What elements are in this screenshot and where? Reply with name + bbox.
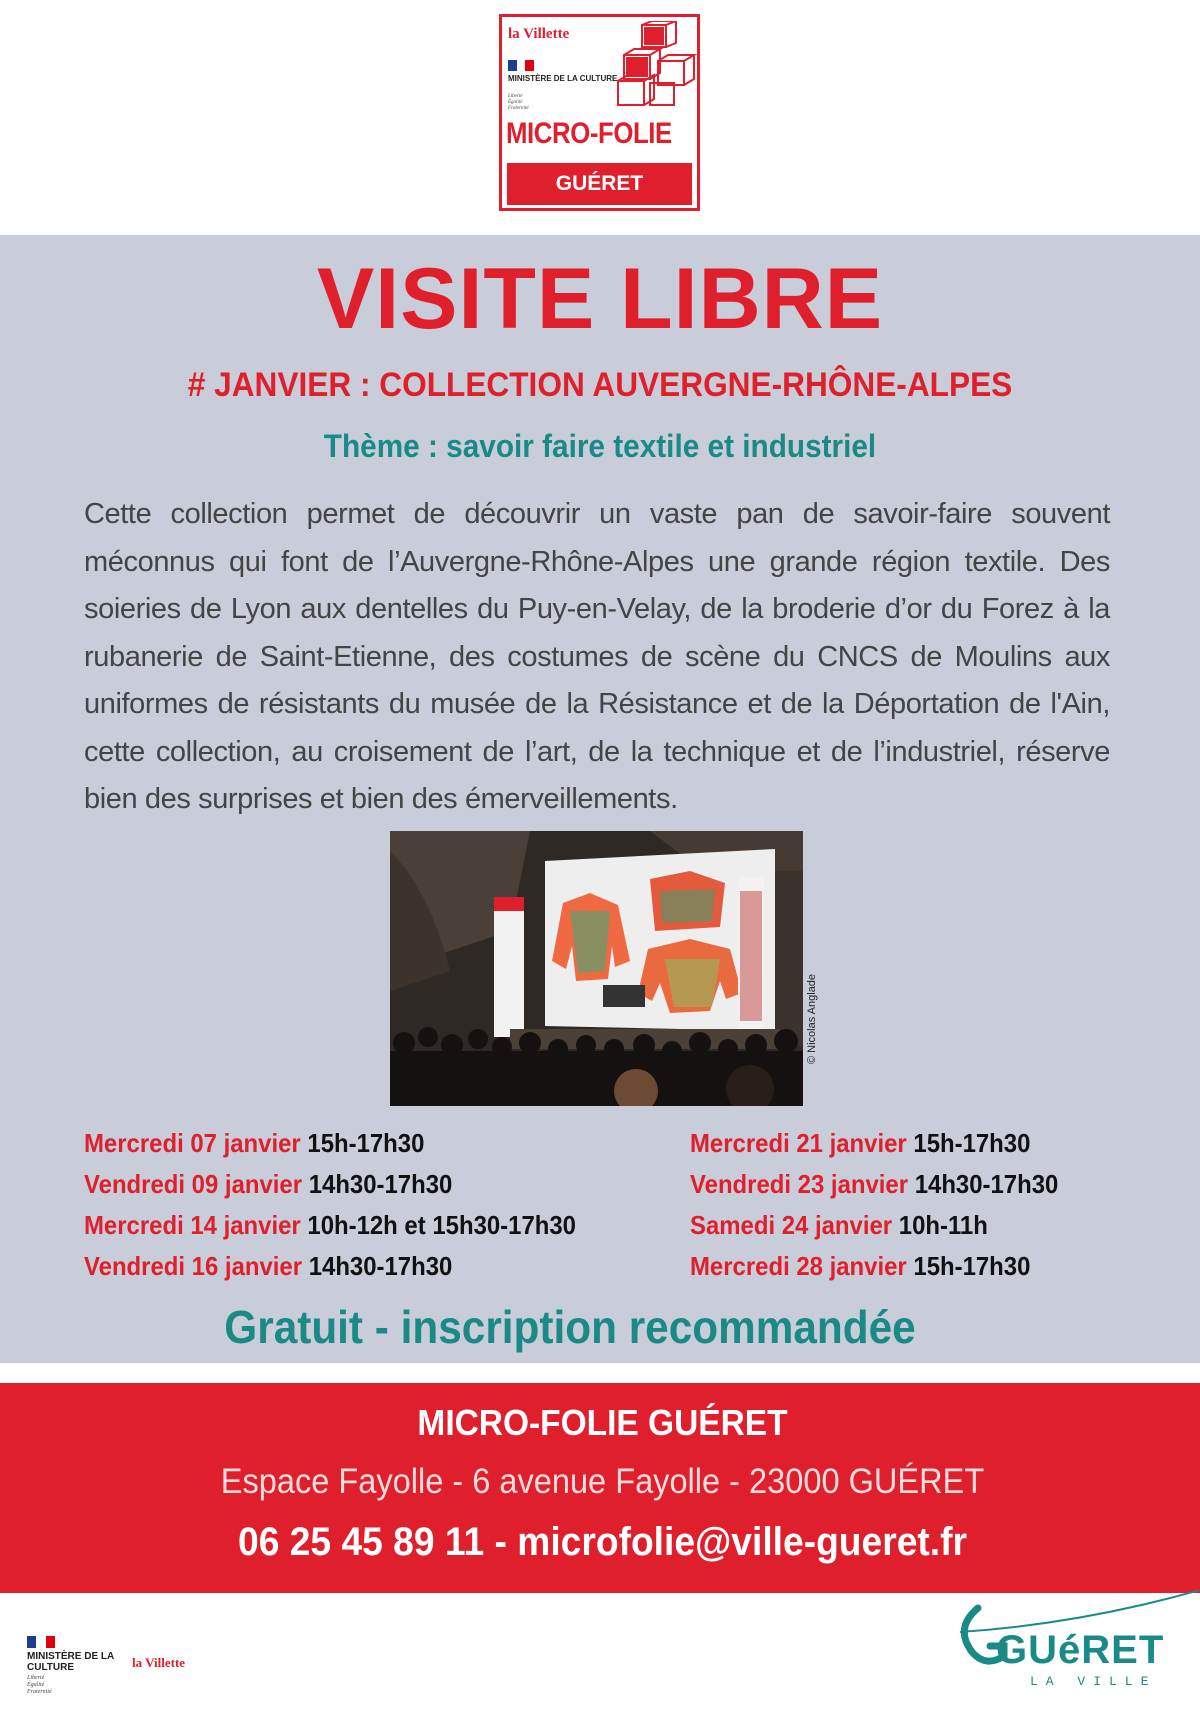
poster-title: VISITE LIBRE <box>316 251 884 347</box>
schedule-item: Vendredi 09 janvier 14h30-17h30 <box>84 1169 453 1199</box>
micro-folie-logo <box>499 14 700 211</box>
la-villette-logo: la Villette <box>132 1655 186 1670</box>
schedule-item: Mercredi 14 janvier 10h-12h et 15h30-17h30 <box>84 1210 576 1240</box>
venue-name: MICRO-FOLIE GUÉRET <box>417 1402 788 1443</box>
collection-description: Cette collection permet de découvrir un vaste pan de savoir-faire souvent méconnus qui font de l’Auvergne-Rhône-Alpes une grande région textile. Des soieries de Lyon aux dentelles du Puy-en-Velay, de la broderie d’or du Forez à la rubanerie de Saint-Etienne, des costumes de scène du CNCS de Moulins aux uniformes de résistants du musée de la Résistance et de la Déportation de l'Ain, cette collection, au croisement de l’art, de la technique et de l’industriel, réserve bien des surprises et bien des émerveillements. <box>84 498 1110 815</box>
french-flag-icon <box>508 60 534 71</box>
schedule-item: Vendredi 23 janvier 14h30-17h30 <box>690 1169 1059 1199</box>
schedule-item: Vendredi 16 janvier 14h30-17h30 <box>84 1251 453 1281</box>
schedule-item: Samedi 24 janvier 10h-11h <box>690 1210 988 1240</box>
poster-theme: Thème : savoir faire textile et industriel <box>323 428 877 464</box>
french-flag-icon <box>27 1636 55 1648</box>
republic-motto: Liberté Égalité Fraternité <box>508 94 529 111</box>
schedule-item: Mercredi 21 janvier 15h-17h30 <box>690 1128 1031 1158</box>
cubes-icon <box>614 21 698 107</box>
venue-address: Espace Fayolle - 6 avenue Fayolle - 23000 GUÉRET <box>220 1462 985 1501</box>
gueret-wordmark: GUéRET <box>996 1628 1165 1672</box>
free-admission-note: Gratuit - inscription recommandée <box>224 1301 916 1353</box>
ministere-label: MINISTÈRE DE LA CULTURE <box>508 74 618 83</box>
logo-city-label: GUÉRET <box>507 163 692 205</box>
micro-folie-wordmark: MICRO-FOLIE <box>506 117 672 150</box>
schedule-item: Mercredi 07 janvier 15h-17h30 <box>84 1128 425 1158</box>
poster-subtitle: # JANVIER : COLLECTION AUVERGNE-RHÔNE-ALPES <box>187 366 1013 404</box>
gueret-city-logo <box>960 1590 1200 1710</box>
ministere-culture-logo: MINISTÈRE DE LA CULTURE Liberté Égalité Fraternité <box>27 1636 137 1696</box>
photo-credit: © Nicolas Anglade <box>806 973 818 1064</box>
contact-info: 06 25 45 89 11 - microfolie@ville-gueret.fr <box>238 1520 967 1564</box>
event-photo <box>390 831 803 1106</box>
schedule-item: Mercredi 28 janvier 15h-17h30 <box>690 1251 1031 1281</box>
gueret-tagline: LA VILLE <box>1030 1674 1157 1689</box>
la-villette-logo-text: la Villette <box>508 26 570 42</box>
